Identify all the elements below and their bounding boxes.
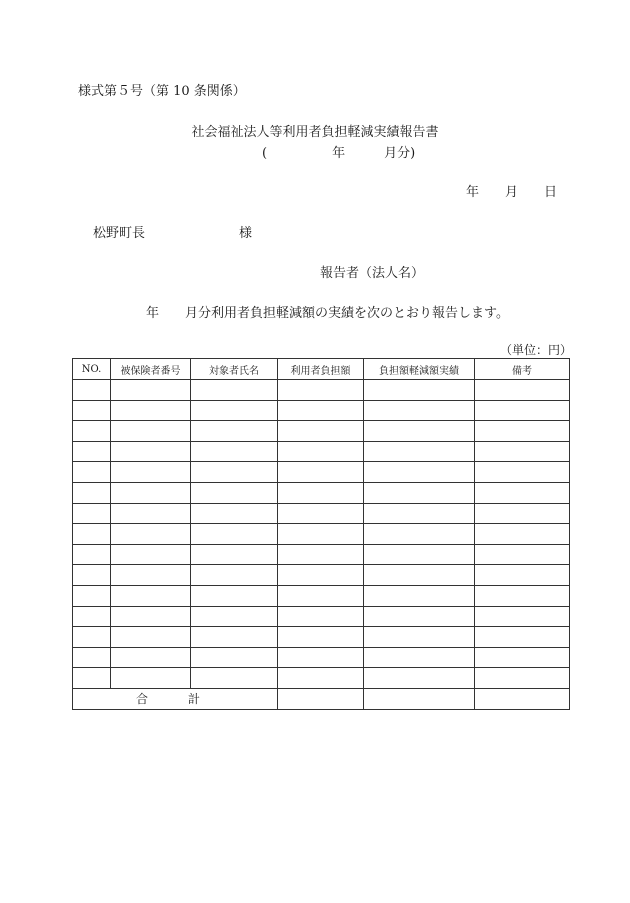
addressee-honorific: 様 (239, 226, 253, 241)
no-cell[interactable] (73, 421, 111, 442)
user-burden-cell[interactable] (278, 585, 364, 606)
subject-name-cell[interactable] (191, 524, 278, 545)
table-row (73, 565, 570, 586)
header-reduction-amount: 負担額軽減額実績 (364, 359, 475, 380)
remarks-cell[interactable] (475, 524, 570, 545)
total-reduction-cell[interactable] (364, 688, 475, 709)
reporter-label: 報告者（法人名） (320, 266, 425, 281)
document-title: 社会福祉法人等利用者負担軽減実績報告書 (191, 125, 439, 140)
report-table (72, 358, 570, 710)
header-remarks: 備考 (475, 359, 570, 380)
user-burden-cell[interactable] (278, 627, 364, 648)
subject-name-cell[interactable] (191, 668, 278, 689)
subject-name-cell[interactable] (191, 503, 278, 524)
reduction-amount-cell[interactable] (364, 565, 475, 586)
insured-number-cell[interactable] (111, 647, 191, 668)
addressee-name: 松野町長 (93, 226, 146, 241)
insured-number-cell[interactable] (111, 544, 191, 565)
remarks-cell[interactable] (475, 421, 570, 442)
table-row (73, 421, 570, 442)
table-row (73, 647, 570, 668)
no-cell[interactable] (73, 668, 111, 689)
header-subject-name: 対象者氏名 (191, 359, 278, 380)
subject-name-cell[interactable] (191, 606, 278, 627)
reduction-amount-cell[interactable] (364, 503, 475, 524)
insured-number-cell[interactable] (111, 668, 191, 689)
no-cell[interactable] (73, 524, 111, 545)
no-cell[interactable] (73, 627, 111, 648)
remarks-cell[interactable] (475, 606, 570, 627)
remarks-cell[interactable] (475, 627, 570, 648)
subject-name-cell[interactable] (191, 565, 278, 586)
user-burden-cell[interactable] (278, 462, 364, 483)
insured-number-cell[interactable] (111, 462, 191, 483)
table-row (73, 544, 570, 565)
reduction-amount-cell[interactable] (364, 380, 475, 401)
user-burden-cell[interactable] (278, 503, 364, 524)
table-row (73, 441, 570, 462)
unit-label: （単位：円） (500, 343, 573, 357)
insured-number-cell[interactable] (111, 627, 191, 648)
remarks-cell[interactable] (475, 400, 570, 421)
subject-name-cell[interactable] (191, 482, 278, 503)
total-row (73, 688, 570, 709)
report-date: 年 月 日 (466, 185, 558, 200)
no-cell[interactable] (73, 482, 111, 503)
table-row (73, 503, 570, 524)
remarks-cell[interactable] (475, 441, 570, 462)
subject-name-cell[interactable] (191, 585, 278, 606)
reduction-amount-cell[interactable] (364, 647, 475, 668)
form-number: 様式第５号（第 10 条関係） (78, 84, 246, 99)
table-row (73, 585, 570, 606)
no-cell[interactable] (73, 462, 111, 483)
table-body (73, 380, 570, 710)
remarks-cell[interactable] (475, 380, 570, 401)
table-row (73, 627, 570, 648)
reduction-amount-cell[interactable] (364, 462, 475, 483)
reduction-amount-cell[interactable] (364, 668, 475, 689)
no-cell[interactable] (73, 647, 111, 668)
table-row (73, 606, 570, 627)
insured-number-cell[interactable] (111, 524, 191, 545)
header-user-burden: 利用者負担額 (278, 359, 364, 380)
no-cell[interactable] (73, 585, 111, 606)
reduction-amount-cell[interactable] (364, 482, 475, 503)
table-header-row (73, 359, 570, 380)
no-cell[interactable] (73, 380, 111, 401)
remarks-cell[interactable] (475, 585, 570, 606)
no-cell[interactable] (73, 503, 111, 524)
user-burden-cell[interactable] (278, 380, 364, 401)
subject-name-cell[interactable] (191, 462, 278, 483)
remarks-cell[interactable] (475, 647, 570, 668)
insured-number-cell[interactable] (111, 565, 191, 586)
reduction-amount-cell[interactable] (364, 585, 475, 606)
reduction-amount-cell[interactable] (364, 400, 475, 421)
user-burden-cell[interactable] (278, 421, 364, 442)
no-cell[interactable] (73, 441, 111, 462)
reduction-amount-cell[interactable] (364, 421, 475, 442)
subject-name-cell[interactable] (191, 421, 278, 442)
remarks-cell[interactable] (475, 462, 570, 483)
insured-number-cell[interactable] (111, 482, 191, 503)
insured-number-cell[interactable] (111, 585, 191, 606)
insured-number-cell[interactable] (111, 606, 191, 627)
remarks-cell[interactable] (475, 544, 570, 565)
table-row (73, 380, 570, 401)
subject-name-cell[interactable] (191, 400, 278, 421)
header-no: NO. (73, 359, 111, 380)
insured-number-cell[interactable] (111, 421, 191, 442)
remarks-cell[interactable] (475, 668, 570, 689)
no-cell[interactable] (73, 606, 111, 627)
subject-name-cell[interactable] (191, 627, 278, 648)
user-burden-cell[interactable] (278, 524, 364, 545)
user-burden-cell[interactable] (278, 441, 364, 462)
reduction-amount-cell[interactable] (364, 524, 475, 545)
reduction-amount-cell[interactable] (364, 606, 475, 627)
header-insured-number: 被保険者番号 (111, 359, 191, 380)
table-row (73, 462, 570, 483)
no-cell[interactable] (73, 400, 111, 421)
subject-name-cell[interactable] (191, 544, 278, 565)
user-burden-cell[interactable] (278, 482, 364, 503)
user-burden-cell[interactable] (278, 606, 364, 627)
no-cell[interactable] (73, 544, 111, 565)
total-label: 合 計 (73, 688, 278, 709)
user-burden-cell[interactable] (278, 400, 364, 421)
total-remarks-cell[interactable] (475, 688, 570, 709)
subject-name-cell[interactable] (191, 441, 278, 462)
subject-name-cell[interactable] (191, 380, 278, 401)
report-period: ( 年 月分) (262, 146, 416, 161)
table-row (73, 400, 570, 421)
report-statement: 年 月分利用者負担軽減額の実績を次のとおり報告します。 (146, 306, 509, 321)
user-burden-cell[interactable] (278, 647, 364, 668)
reduction-amount-cell[interactable] (364, 627, 475, 648)
user-burden-cell[interactable] (278, 544, 364, 565)
total-user-burden-cell[interactable] (278, 688, 364, 709)
user-burden-cell[interactable] (278, 668, 364, 689)
table-row (73, 524, 570, 545)
table-row (73, 668, 570, 689)
insured-number-cell[interactable] (111, 380, 191, 401)
insured-number-cell[interactable] (111, 441, 191, 462)
subject-name-cell[interactable] (191, 647, 278, 668)
remarks-cell[interactable] (475, 503, 570, 524)
no-cell[interactable] (73, 565, 111, 586)
remarks-cell[interactable] (475, 565, 570, 586)
remarks-cell[interactable] (475, 482, 570, 503)
insured-number-cell[interactable] (111, 400, 191, 421)
insured-number-cell[interactable] (111, 503, 191, 524)
reduction-amount-cell[interactable] (364, 441, 475, 462)
user-burden-cell[interactable] (278, 565, 364, 586)
table-row (73, 482, 570, 503)
reduction-amount-cell[interactable] (364, 544, 475, 565)
